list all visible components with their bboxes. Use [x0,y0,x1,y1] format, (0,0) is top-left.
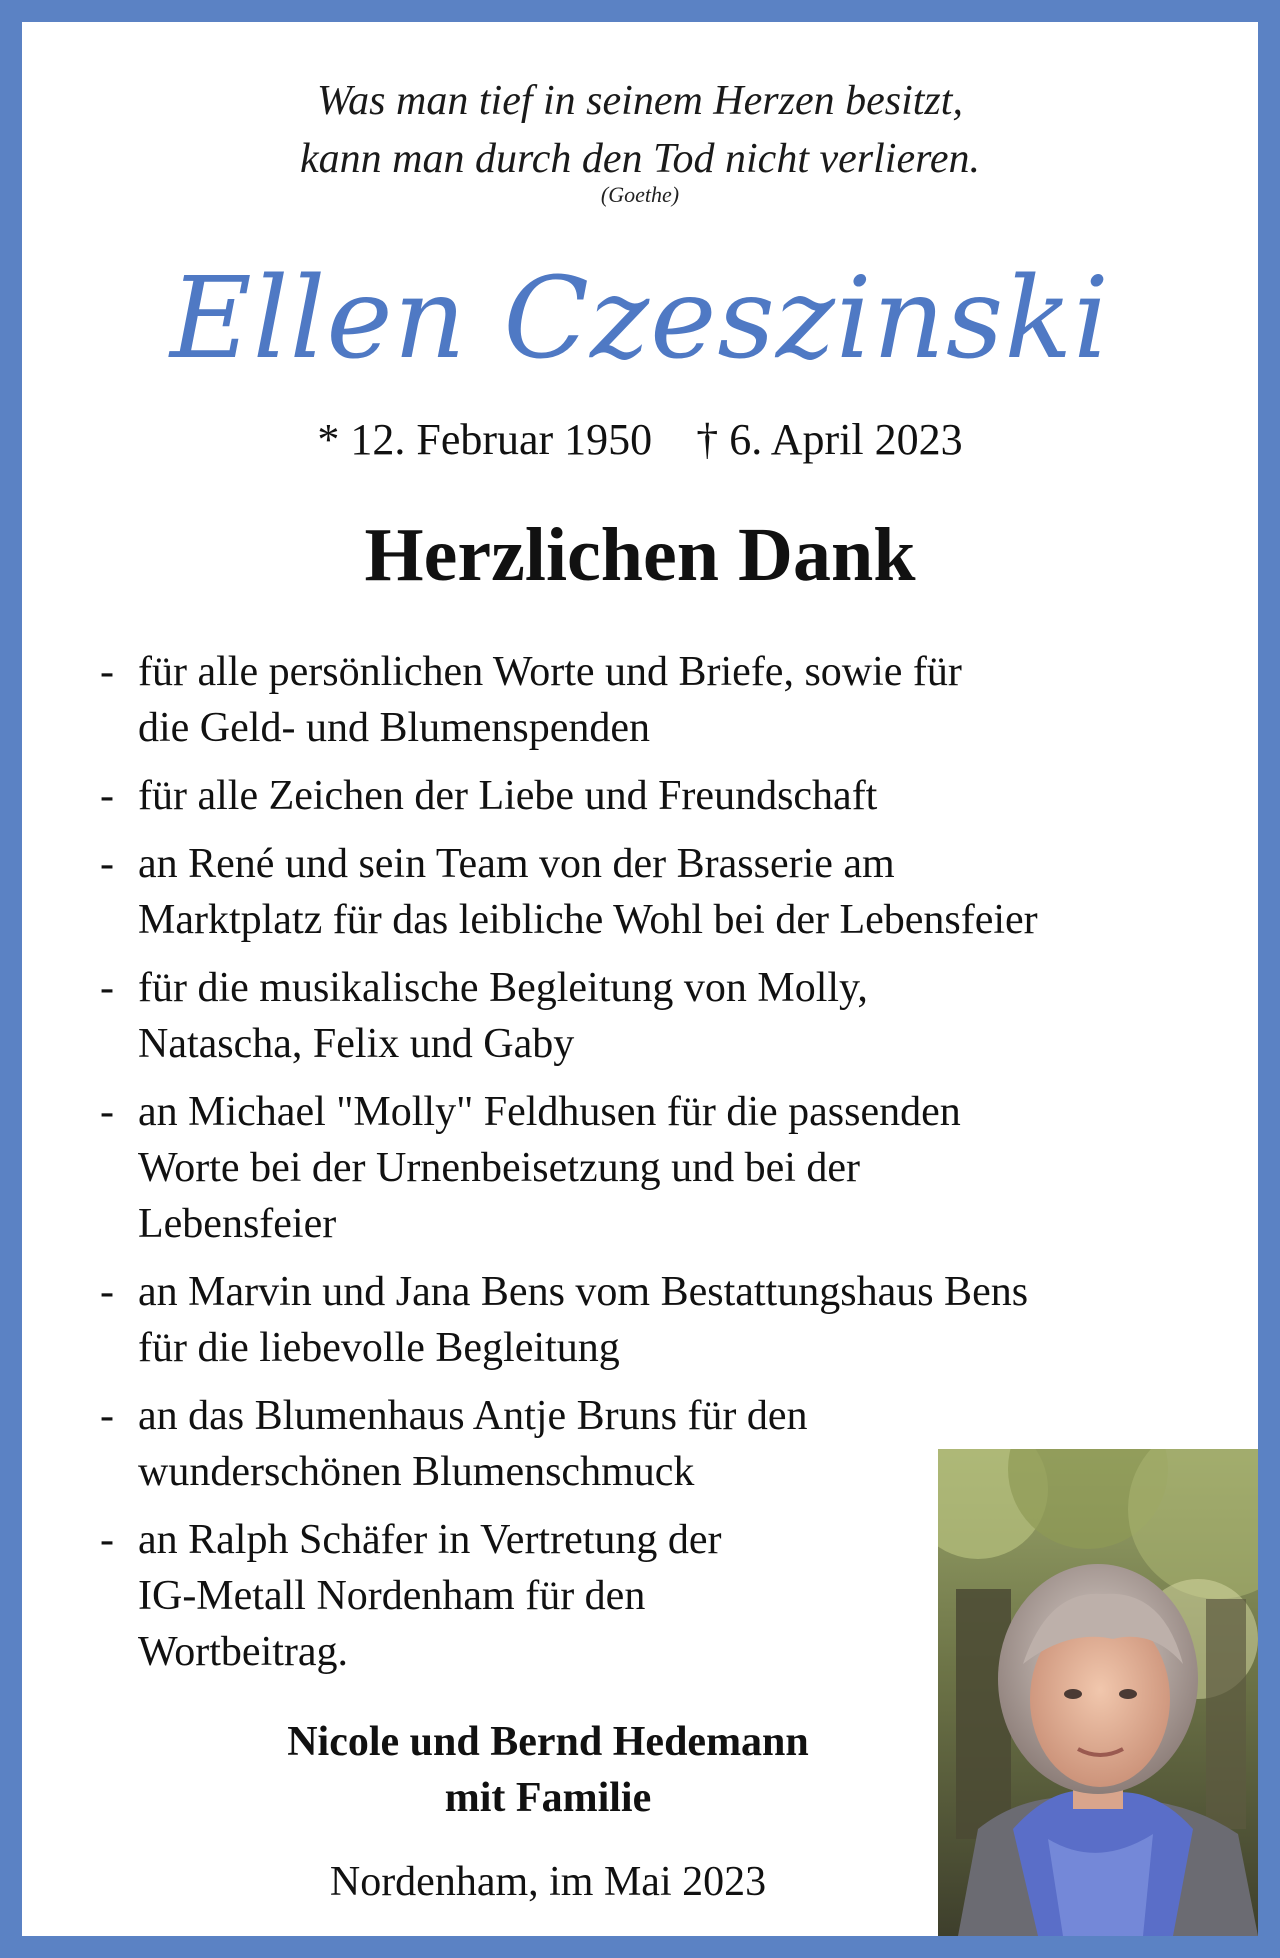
thanks-item [100,836,1240,948]
place-date: Nordenham, im Mai 2023 [329,1859,767,1905]
thanks-item-line: an René und sein Team von der Brasserie am [138,841,895,887]
thanks-heading: Herzlichen Dank [364,513,916,597]
thanks-item-line: für die liebevolle Begleitung [138,1325,620,1371]
thanks-item-line: Worte bei der Urnenbeisetzung und bei der [138,1145,861,1191]
thanks-item [100,768,1240,824]
thanks-item [100,960,1240,1072]
thanks-item-line: die Geld- und Blumenspenden [138,705,651,751]
thanks-item-line: an Marvin und Jana Bens vom Bestattungshaus Bens [138,1269,1029,1315]
portrait-photo [938,1449,1258,1936]
signers-line-1: Nicole und Bernd Hedemann [287,1719,809,1765]
thanks-item-dash: - [100,1089,114,1135]
thanks-item [100,1264,1240,1376]
quote-line-1: Was man tief in seinem Herzen besitzt, [317,78,963,124]
thanks-item-dash: - [100,841,114,887]
thanks-item-line: an Michael "Molly" Feldhusen für die passenden [138,1089,961,1135]
thanks-item-line: für alle persönlichen Worte und Briefe, sowie für [138,649,962,695]
signers-line-2: mit Familie [444,1775,652,1821]
thanks-item-dash: - [100,773,114,819]
thanks-item-line: Wortbeitrag. [138,1629,349,1675]
thanks-item-line: an das Blumenhaus Antje Bruns für den [138,1393,808,1439]
deceased-name: Ellen Czeszinski [170,254,1110,384]
quote [22,72,1258,188]
thanks-item-dash: - [100,1269,114,1315]
thanks-item-line: Marktplatz für das leibliche Wohl bei der Lebensfeier [138,897,1038,943]
thanks-item-dash: - [100,1393,114,1439]
signers [22,1714,1074,1826]
life-dates [22,412,1258,468]
thanks-item-line: für die musikalische Begleitung von Molly, [138,965,868,1011]
thanks-item-dash: - [100,965,114,1011]
birth-date: * 12. Februar 1950 [317,415,653,464]
thanks-item-dash: - [100,649,114,695]
thanks-item [100,644,1240,756]
thanks-item-line: für alle Zeichen der Liebe und Freundschaft [138,773,878,819]
thanks-item [100,1084,1240,1252]
thanks-item-line: wunderschönen Blumenschmuck [138,1449,695,1495]
quote-line-2: kann man durch den Tod nicht verlieren. [299,136,981,182]
thanks-item-line: Lebensfeier [138,1201,337,1247]
portrait-image [938,1449,1258,1936]
thanks-item-line: Natascha, Felix und Gaby [138,1021,575,1067]
thanks-item-line: IG-Metall Nordenham für den [138,1573,646,1619]
thanks-item-line: an Ralph Schäfer in Vertretung der [138,1517,722,1563]
obituary-card [22,22,1258,1936]
quote-source: (Goethe) [600,182,680,207]
thanks-item-dash: - [100,1517,114,1563]
death-date: † 6. April 2023 [696,415,963,464]
